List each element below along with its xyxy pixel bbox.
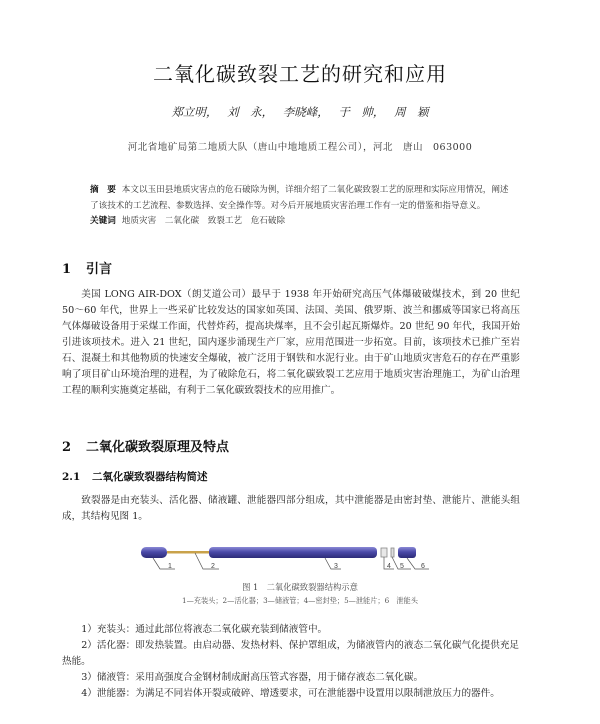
subsection-title: 二氧化碳致裂器结构简述 xyxy=(92,471,208,483)
author-name: 周 颖 xyxy=(394,105,429,119)
author-name: 李晓峰 xyxy=(282,105,318,119)
author-list: 郑立明， 刘 永， 李晓峰， 于 帅， 周 颖 xyxy=(171,105,429,119)
figure-legend: 1—充装头；2—活化器；3—储液管；4—密封垫；5—泄能片；6 泄能头 xyxy=(182,596,418,605)
figure-caption: 图 1 二氧化碳致裂器结构示意 xyxy=(242,582,358,592)
activator-rod xyxy=(167,551,209,554)
fracturer-diagram xyxy=(135,541,475,586)
list-item: 2）活化器：即发热装置。由启动器、发热材料、保护罩组成，为储液管内的液态二氧化碳气化提供充足热能。 xyxy=(62,640,520,667)
callout-label: 1 xyxy=(168,563,172,570)
author-name: 郑立明 xyxy=(171,105,206,119)
section-title: 引言 xyxy=(86,262,113,277)
author-name: 刘 永 xyxy=(227,105,262,119)
body-paragraph: 美国 LONG AIR-DOX（朗艾道公司）最早于 1938 年开始研究高压气体爆破破煤技术，到 20 世纪 50～60 年代，世界上一些采矿比较发达的国家如英国、法国、美国、俄罗斯、波兰和挪威等国家已将高压气体爆破设备用于采煤工作面，代替炸药，提高块煤率，且不会引起瓦斯爆炸。20 世纪 90 年代，我国开始引进该项技术。进入 21 世纪，国内逐步涌现生产厂家，应用范围进一步拓宽。目前，该项技术已推广至岩石、混凝土和其他物质的快速安全爆破，被广泛用于钢铁和水泥行业。由于矿山地质灾害危石的存在严重影响了项目矿山环境治理的进程，为了破除危石，将二氧化碳致裂工艺应用于地质灾害治理施工，为矿山治理工程的顺利实施奠定基础，有利于二氧化碳致裂技术的应用推广。 xyxy=(62,289,520,396)
section-heading xyxy=(62,258,112,277)
callout-label: 6 xyxy=(421,563,425,570)
paper-title: 二氧化碳致裂工艺的研究和应用 xyxy=(153,62,447,86)
abstract-text: 本文以玉田县地质灾害点的危石破除为例，详细介绍了二氧化碳致裂工艺的原理和实际应用情况，阐述了该技术的工艺流程、参数选择、安全操作等。对今后开展地质灾害治理工作有一定的借鉴和指导意义。 xyxy=(90,185,509,211)
section-heading xyxy=(62,436,229,455)
keywords-text: 地质灾害 二氧化碳 致裂工艺 危石破除 xyxy=(121,216,286,226)
sealing-gasket xyxy=(381,548,387,557)
affiliation: 河北省地矿局第二地质大队（唐山中地地质工程公司），河北 唐山 063000 xyxy=(127,142,473,153)
list-item: 4）泄能器：为满足不同岩体开裂或破碎、增透要求，可在泄能器中设置用以限制泄放压力的器件。 xyxy=(81,688,500,699)
keywords-label: 关键词 xyxy=(90,216,116,226)
charging-head xyxy=(141,547,167,558)
release-plate xyxy=(391,548,394,557)
callout-label: 3 xyxy=(334,563,338,570)
callout-label: 5 xyxy=(400,563,404,570)
section-number: 1 xyxy=(62,262,72,277)
abstract-label: 摘 要 xyxy=(90,185,116,195)
list-item: 3）储液管：采用高强度合金钢材制成耐高压管式容器，用于储存液态二氧化碳。 xyxy=(81,672,424,683)
keywords xyxy=(90,214,514,226)
release-head xyxy=(398,547,416,558)
list-item: 1）充装头：通过此部位将液态二氧化碳充装到储液管中。 xyxy=(81,624,328,635)
component-list xyxy=(62,622,520,702)
callout-label: 2 xyxy=(211,563,215,570)
subsection-heading xyxy=(62,469,208,484)
abstract xyxy=(90,182,514,214)
body-paragraph: 致裂器是由充装头、活化器、储液罐、泄能器四部分组成，其中泄能器是由密封垫、泄能片、泄能头组成，其结构见图 1。 xyxy=(62,495,520,522)
section-number: 2 xyxy=(62,440,72,455)
subsection-number: 2.1 xyxy=(62,471,81,483)
section-title: 二氧化碳致裂原理及特点 xyxy=(86,440,230,455)
callout-label: 4 xyxy=(387,563,391,570)
author-name: 于 帅 xyxy=(338,105,373,119)
storage-tube xyxy=(209,547,377,558)
